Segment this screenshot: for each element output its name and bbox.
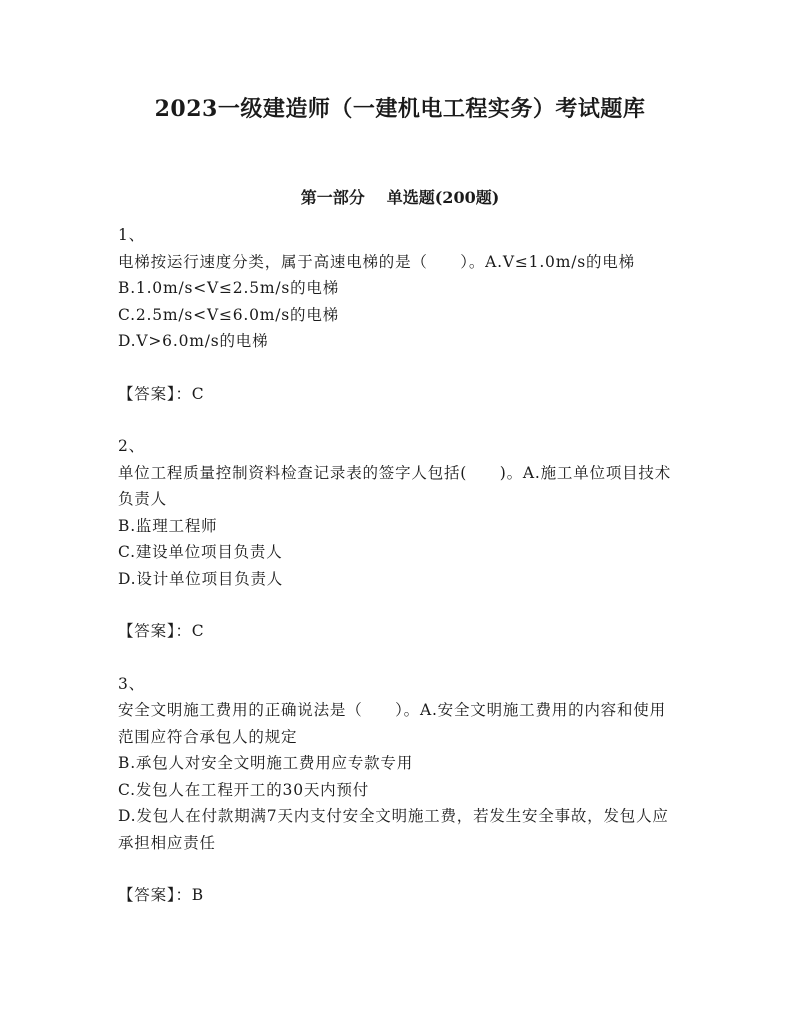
question-stem: 安全文明施工费用的正确说法是（ ）。A.安全文明施工费用的内容和使用范围应符合承包人的规定 xyxy=(118,701,666,746)
question-1 xyxy=(118,222,678,407)
answer: 【答案】：C xyxy=(118,384,205,403)
option-b: B.1.0m/s<V≤2.5m/s的电梯 xyxy=(118,279,340,297)
question-3 xyxy=(118,671,678,909)
option-d: D.V>6.0m/s的电梯 xyxy=(118,332,269,350)
question-number: 3、 xyxy=(118,674,145,693)
question-number: 2、 xyxy=(118,437,145,455)
document-title: 2023一级建造师（一建机电工程实务）考试题库 xyxy=(154,96,646,122)
option-d: D.发包人在付款期满7天内支付安全文明施工费，若发生安全事故，发包人应承担相应责任 xyxy=(118,807,669,852)
section-part: 第一部分 xyxy=(300,188,365,207)
option-b: B.承包人对安全文明施工费用应专款专用 xyxy=(118,754,414,772)
option-c: C.建设单位项目负责人 xyxy=(118,543,283,561)
option-b: B.监理工程师 xyxy=(118,516,218,535)
question-list xyxy=(118,222,678,935)
question-stem: 单位工程质量控制资料检查记录表的签字人包括( )。A.施工单位项目技术负责人 xyxy=(118,463,672,508)
answer: 【答案】：B xyxy=(118,886,204,904)
question-number: 1、 xyxy=(118,226,145,244)
section-heading-text: 单选题(200题) xyxy=(386,188,500,207)
answer: 【答案】：C xyxy=(118,622,205,640)
option-c: C.发包人在工程开工的30天内预付 xyxy=(118,780,370,799)
question-stem: 电梯按运行速度分类，属于高速电梯的是（ ）。A.V≤1.0m/s的电梯 xyxy=(118,252,635,271)
option-d: D.设计单位项目负责人 xyxy=(118,569,284,588)
section-heading xyxy=(0,185,800,208)
option-c: C.2.5m/s<V≤6.0m/s的电梯 xyxy=(118,305,339,324)
question-2 xyxy=(118,433,678,645)
